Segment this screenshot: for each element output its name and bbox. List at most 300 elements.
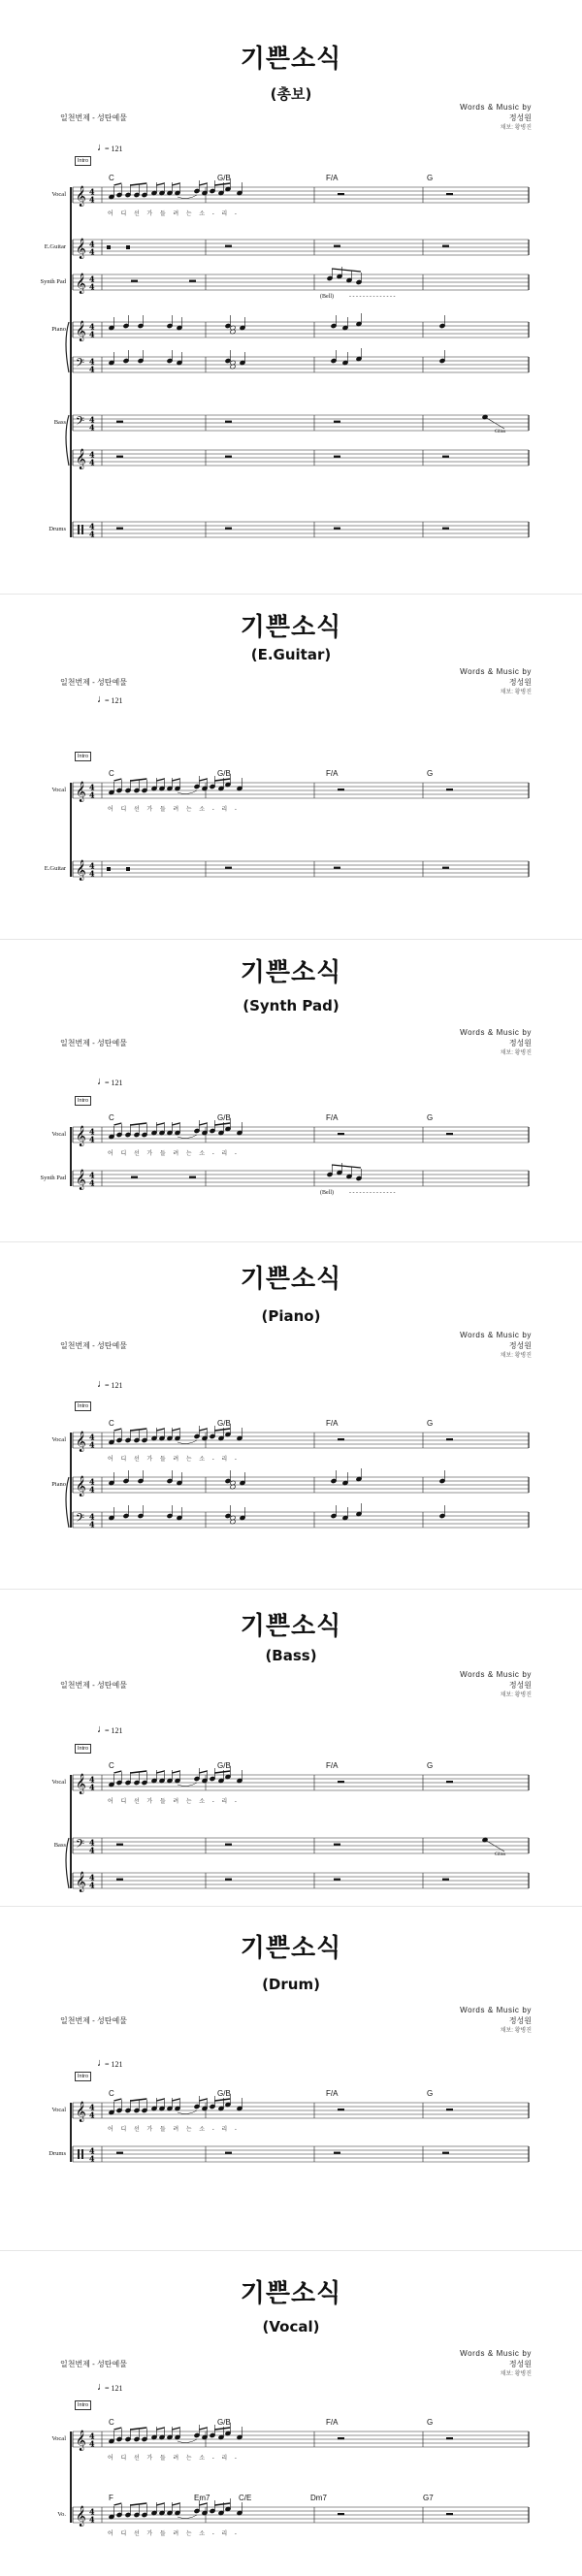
- tempo-note-icon: ♩: [97, 693, 108, 705]
- instrument-label: Piano: [51, 1481, 66, 1488]
- time-signature: 4: [89, 2438, 95, 2449]
- chord-symbol: F/A: [326, 1761, 339, 1770]
- whole-rest: [442, 2152, 449, 2154]
- chord-symbol: G/B: [217, 174, 231, 182]
- tempo-marking: = 121: [105, 1381, 123, 1390]
- composer-credit: 정성원: [508, 2016, 532, 2025]
- album-info: 일천번제 - 성탄예물: [60, 1039, 127, 1047]
- time-signature: 4: [89, 321, 95, 332]
- whole-rest: [334, 1844, 340, 1846]
- chord-symbol: F/A: [326, 1113, 339, 1122]
- note-beam: [332, 1165, 361, 1168]
- staff-drum: [0, 502, 582, 561]
- note-beam: [214, 779, 230, 781]
- note-beam: [113, 779, 121, 781]
- whole-rest: [338, 2437, 344, 2439]
- treble-clef-icon: 𝄞: [76, 782, 86, 802]
- whole-rest: [442, 245, 449, 247]
- whole-rest: [442, 867, 449, 869]
- whole-rest: [334, 421, 340, 423]
- time-signature: 4: [89, 457, 95, 467]
- bass-clef-icon: 𝄢: [76, 415, 85, 431]
- part-subtitle: (Drum): [262, 1976, 320, 1993]
- treble-clef-icon: 𝄞: [76, 1170, 86, 1190]
- time-signature: 4: [89, 246, 95, 257]
- tie: [178, 2515, 197, 2519]
- treble-clef-icon: 𝄞: [76, 186, 86, 207]
- instrument-label: Vocal: [51, 787, 66, 793]
- chord-symbol: Em7: [194, 2494, 210, 2502]
- whole-rest: [225, 1844, 232, 1846]
- whole-rest: [334, 245, 340, 247]
- bass-clef-icon: 𝄢: [76, 357, 85, 372]
- percussion-clef-icon: [81, 2149, 83, 2159]
- arranger-credit: 채보: 황병진: [500, 2371, 532, 2377]
- page-separator: [0, 2250, 582, 2251]
- tempo-note-icon: ♩: [97, 1723, 108, 1735]
- intro-rehearsal-mark: Intro: [75, 2072, 91, 2081]
- whole-rest: [116, 456, 123, 458]
- whole-rest: [334, 2152, 340, 2154]
- page-separator: [0, 594, 582, 595]
- bell-dashes: - - - - - - - - - - - - - -: [349, 294, 396, 300]
- note-beam: [156, 183, 164, 185]
- tie: [178, 790, 197, 794]
- intro-rehearsal-mark: Intro: [75, 2400, 91, 2410]
- instrument-label: E.Guitar: [44, 865, 66, 872]
- time-signature: 4: [89, 2514, 95, 2525]
- tempo-note-icon: ♩: [97, 1378, 108, 1390]
- time-signature: 4: [89, 2109, 95, 2120]
- page-separator: [0, 1241, 582, 1242]
- tempo-marking: = 121: [105, 696, 123, 705]
- intro-rehearsal-mark: Intro: [75, 156, 91, 166]
- whole-rest: [225, 456, 232, 458]
- treble-clef-icon: 𝄞: [76, 239, 86, 259]
- treble-clef-icon: 𝄞: [76, 1432, 86, 1452]
- note-beam: [156, 2503, 164, 2505]
- whole-rest: [334, 1879, 340, 1881]
- part-subtitle: (Vocal): [262, 2318, 320, 2335]
- time-signature: 4: [89, 1177, 95, 1188]
- note-beam: [156, 2099, 164, 2101]
- instrument-label: Vocal: [51, 1779, 66, 1786]
- chord-symbol: C: [109, 2418, 114, 2427]
- note-beam: [130, 1123, 146, 1125]
- album-info: 일천번제 - 성탄예물: [60, 1341, 127, 1350]
- chord-symbol: G7: [423, 2494, 434, 2502]
- time-signature: 4: [89, 1782, 95, 1792]
- lyric-line: 어 디 선 가 들 려 는 소 - 리 -: [108, 807, 240, 813]
- tempo-note-icon: ♩: [97, 1076, 108, 1087]
- arranger-credit: 채보: 황병진: [500, 2028, 532, 2034]
- lyric-line: 어 디 선 가 들 려 는 소 - 리 -: [108, 1799, 240, 1805]
- time-signature: 4: [89, 1519, 95, 1530]
- song-title: 기쁜소식: [240, 613, 342, 642]
- chord-symbol: G: [427, 769, 434, 778]
- time-signature: 4: [89, 329, 95, 339]
- slash-note: [107, 867, 111, 871]
- tie: [178, 2110, 197, 2114]
- tie: [178, 2439, 197, 2443]
- whole-rest: [338, 2109, 344, 2110]
- instrument-label: Bass: [53, 419, 66, 426]
- time-signature: 4: [89, 1439, 95, 1450]
- intro-rehearsal-mark: Intro: [75, 1744, 91, 1754]
- time-signature: 4: [89, 1837, 95, 1848]
- staff-pad: [0, 1151, 582, 1209]
- time-signature: 4: [89, 1170, 95, 1180]
- song-title: 기쁜소식: [240, 2279, 342, 2308]
- composer-credit: 정성원: [508, 113, 532, 122]
- note-beam: [172, 2428, 179, 2430]
- tie: [178, 1135, 197, 1139]
- gliss-marking: Gliss: [495, 429, 506, 435]
- whole-rest: [446, 2437, 453, 2439]
- album-info: 일천번제 - 성탄예물: [60, 2360, 127, 2368]
- time-signature: 4: [89, 529, 95, 539]
- song-title: 기쁜소식: [240, 958, 342, 987]
- chord-symbol: F/A: [326, 174, 339, 182]
- note-beam: [113, 1123, 121, 1125]
- chord-symbol: C: [109, 174, 114, 182]
- time-signature: 4: [89, 422, 95, 433]
- staff-bass-lower: [0, 1853, 582, 1912]
- note-beam: [156, 779, 164, 781]
- instrument-label: Bass: [53, 1842, 66, 1849]
- arranger-credit: 채보: 황병진: [500, 125, 532, 131]
- staff-piano-lower: [0, 1493, 582, 1551]
- whole-rest: [189, 280, 196, 282]
- time-signature: 4: [89, 2102, 95, 2112]
- whole-rest: [225, 245, 232, 247]
- treble-clef-icon: 𝄞: [76, 2506, 86, 2527]
- staff-vocal2: [0, 2488, 582, 2546]
- instrument-label: Drums: [48, 526, 66, 532]
- note-beam: [172, 2099, 179, 2101]
- lyric-line: 어 디 선 가 들 려 는 소 - 리 -: [108, 2127, 240, 2133]
- instrument-label: Vocal: [51, 2107, 66, 2113]
- chord-symbol: G: [427, 1419, 434, 1428]
- lyric-line: 어 디 선 가 들 려 는 소 - 리 -: [108, 211, 240, 217]
- chord-symbol: C: [109, 2089, 114, 2098]
- lyric-line: 어 디 선 가 들 려 는 소 - 리 -: [108, 2456, 240, 2462]
- slash-note: [126, 245, 130, 249]
- note-beam: [199, 1771, 207, 1773]
- note-beam: [172, 2503, 179, 2505]
- whole-rest: [446, 1781, 453, 1783]
- tempo-note-icon: ♩: [97, 2381, 108, 2393]
- bell-dashes: - - - - - - - - - - - - - -: [349, 1190, 396, 1196]
- time-signature: 4: [89, 1484, 95, 1495]
- song-title: 기쁜소식: [240, 1612, 342, 1641]
- note-beam: [199, 2503, 207, 2505]
- tempo-marking: = 121: [105, 2384, 123, 2393]
- note-beam: [332, 269, 361, 272]
- instrument-label: Drums: [48, 2150, 66, 2157]
- whole-rest: [225, 1879, 232, 1881]
- note-beam: [113, 183, 121, 185]
- note-beam: [130, 2099, 146, 2101]
- arranger-credit: 채보: 황병진: [500, 1050, 532, 1056]
- time-signature: 4: [89, 789, 95, 800]
- time-signature: 4: [89, 274, 95, 284]
- words-music-credit: Words & Music by: [460, 1331, 532, 1339]
- intro-rehearsal-mark: Intro: [75, 752, 91, 761]
- time-signature: 4: [89, 1845, 95, 1855]
- treble-clef-icon: 𝄞: [76, 321, 86, 341]
- intro-rehearsal-mark: Intro: [75, 1096, 91, 1106]
- time-signature: 4: [89, 2153, 95, 2164]
- lyric-line: 어 디 선 가 들 려 는 소 - 리 -: [108, 1151, 240, 1157]
- time-signature: 4: [89, 186, 95, 197]
- note-beam: [130, 1429, 146, 1431]
- whole-rest: [116, 528, 123, 530]
- note-beam: [199, 2428, 207, 2430]
- percussion-clef-icon: [78, 525, 80, 534]
- album-info: 일천번제 - 성탄예물: [60, 2016, 127, 2025]
- time-signature: 4: [89, 239, 95, 249]
- note-beam: [130, 779, 146, 781]
- note-beam: [130, 183, 146, 185]
- arranger-credit: 채보: 황병진: [500, 1692, 532, 1698]
- staff-guitar: [0, 842, 582, 900]
- percussion-clef-icon: [81, 525, 83, 534]
- treble-clef-icon: 𝄞: [76, 449, 86, 469]
- note-beam: [156, 2428, 164, 2430]
- instrument-label: Vocal: [51, 1436, 66, 1443]
- whole-rest: [338, 2513, 344, 2515]
- time-signature: 4: [89, 2145, 95, 2156]
- whole-rest: [442, 528, 449, 530]
- time-signature: 4: [89, 281, 95, 292]
- whole-rest: [225, 867, 232, 869]
- note-beam: [156, 1771, 164, 1773]
- chord-symbol: G/B: [217, 1419, 231, 1428]
- whole-rest: [131, 280, 138, 282]
- time-signature: 4: [89, 1872, 95, 1883]
- time-signature: 4: [89, 194, 95, 205]
- note-beam: [214, 1771, 230, 1773]
- song-title: 기쁜소식: [240, 1934, 342, 1963]
- page-separator: [0, 1906, 582, 1907]
- whole-rest: [446, 789, 453, 790]
- instrument-label: Vocal: [51, 191, 66, 198]
- whole-rest: [116, 1879, 123, 1881]
- instrument-label: Synth Pad: [40, 1175, 66, 1181]
- time-signature: 4: [89, 1880, 95, 1890]
- note-beam: [156, 1429, 164, 1431]
- staff-piano-lower: [0, 338, 582, 396]
- whole-rest: [334, 456, 340, 458]
- staff-vocal: [0, 1755, 582, 1814]
- part-subtitle: (Bass): [265, 1647, 317, 1664]
- treble-clef-icon: 𝄞: [76, 1126, 86, 1146]
- album-info: 일천번제 - 성탄예물: [60, 678, 127, 687]
- time-signature: 4: [89, 1511, 95, 1522]
- time-signature: 4: [89, 1432, 95, 1442]
- note-beam: [172, 183, 179, 185]
- staff-bass-lower: [0, 431, 582, 489]
- tempo-marking: = 121: [105, 1079, 123, 1087]
- instrument-label: Vocal: [51, 2435, 66, 2442]
- tempo-marking: = 121: [105, 145, 123, 153]
- chord-symbol: C: [109, 1419, 114, 1428]
- page-separator: [0, 1589, 582, 1590]
- words-music-credit: Words & Music by: [460, 1670, 532, 1679]
- intro-rehearsal-mark: Intro: [75, 1401, 91, 1411]
- whole-rest: [131, 1176, 138, 1178]
- whole-rest: [334, 528, 340, 530]
- chord-symbol: G/B: [217, 1761, 231, 1770]
- treble-clef-icon: 𝄞: [76, 1872, 86, 1892]
- note-beam: [214, 1123, 230, 1125]
- tempo-note-icon: ♩: [97, 2057, 108, 2069]
- chord-symbol: F/A: [326, 1419, 339, 1428]
- bell-marking: (Bell): [320, 1190, 334, 1196]
- note-beam: [130, 2503, 146, 2505]
- note-beam: [199, 183, 207, 185]
- note-beam: [156, 1123, 164, 1125]
- composer-credit: 정성원: [508, 1039, 532, 1047]
- whole-rest: [338, 1438, 344, 1440]
- time-signature: 4: [89, 364, 95, 374]
- note-beam: [113, 1771, 121, 1773]
- whole-rest: [446, 1133, 453, 1135]
- tempo-marking: = 121: [105, 1726, 123, 1735]
- chord-symbol: F/A: [326, 769, 339, 778]
- note-beam: [172, 1771, 179, 1773]
- composer-credit: 정성원: [508, 1341, 532, 1350]
- time-signature: 4: [89, 1774, 95, 1785]
- whole-rest: [446, 1438, 453, 1440]
- note-beam: [199, 779, 207, 781]
- whole-rest: [189, 1176, 196, 1178]
- bass-clef-icon: 𝄢: [76, 1838, 85, 1853]
- time-signature: 4: [89, 1134, 95, 1144]
- chord-symbol: G: [427, 1761, 434, 1770]
- note-beam: [172, 1123, 179, 1125]
- note-beam: [214, 1429, 230, 1431]
- chord-symbol: G/B: [217, 769, 231, 778]
- treble-clef-icon: 𝄞: [76, 2431, 86, 2451]
- chord-symbol: G: [427, 1113, 434, 1122]
- arranger-credit: 채보: 황병진: [500, 1353, 532, 1359]
- note-beam: [113, 2428, 121, 2430]
- note-beam: [172, 1429, 179, 1431]
- composer-credit: 정성원: [508, 2360, 532, 2368]
- time-signature: 4: [89, 868, 95, 879]
- chord-symbol: G/B: [217, 2418, 231, 2427]
- whole-rest: [225, 528, 232, 530]
- instrument-label: Piano: [51, 326, 66, 333]
- staff-vocal: [0, 168, 582, 226]
- tie: [178, 1783, 197, 1787]
- words-music-credit: Words & Music by: [460, 2006, 532, 2014]
- time-signature: 4: [89, 1476, 95, 1487]
- whole-rest: [446, 193, 453, 195]
- chord-symbol: F: [109, 2494, 113, 2502]
- chord-symbol: G: [427, 2089, 434, 2098]
- whole-rest: [225, 2152, 232, 2154]
- time-signature: 4: [89, 449, 95, 460]
- chord-symbol: Dm7: [310, 2494, 327, 2502]
- album-info: 일천번제 - 성탄예물: [60, 1681, 127, 1690]
- instrument-label: Synth Pad: [40, 278, 66, 285]
- page-separator: [0, 939, 582, 940]
- tempo-marking: = 121: [105, 2060, 123, 2069]
- words-music-credit: Words & Music by: [460, 2349, 532, 2358]
- note-beam: [214, 2428, 230, 2430]
- gliss-marking: Gliss: [495, 1852, 506, 1857]
- staff-drum: [0, 2127, 582, 2185]
- note-beam: [199, 2099, 207, 2101]
- whole-rest: [338, 1133, 344, 1135]
- chord-symbol: C: [109, 769, 114, 778]
- note-beam: [113, 1429, 121, 1431]
- song-title: 기쁜소식: [240, 45, 342, 74]
- part-subtitle: (총보): [270, 85, 312, 103]
- part-subtitle: (Synth Pad): [242, 997, 340, 1014]
- whole-rest: [442, 1879, 449, 1881]
- chord-symbol: G: [427, 2418, 434, 2427]
- slash-note: [107, 245, 111, 249]
- slash-note: [126, 867, 130, 871]
- note-beam: [214, 183, 230, 185]
- words-music-credit: Words & Music by: [460, 667, 532, 676]
- whole-rest: [116, 2152, 123, 2154]
- lyric-line: 어 디 선 가 들 려 는 소 - 리 -: [108, 1457, 240, 1463]
- whole-rest: [442, 456, 449, 458]
- instrument-label: Vocal: [51, 1131, 66, 1138]
- bell-marking: (Bell): [320, 294, 334, 300]
- song-title: 기쁜소식: [240, 1265, 342, 1294]
- treble-clef-icon: 𝄞: [76, 2102, 86, 2122]
- chord-symbol: C: [109, 1761, 114, 1770]
- chord-symbol: C: [109, 1113, 114, 1122]
- tempo-note-icon: ♩: [97, 142, 108, 153]
- treble-clef-icon: 𝄞: [76, 1476, 86, 1497]
- part-subtitle: (E.Guitar): [250, 646, 332, 663]
- note-beam: [172, 779, 179, 781]
- whole-rest: [116, 421, 123, 423]
- percussion-clef-icon: [78, 2149, 80, 2159]
- instrument-label: E.Guitar: [44, 243, 66, 250]
- album-info: 일천번제 - 성탄예물: [60, 113, 127, 122]
- time-signature: 4: [89, 860, 95, 871]
- whole-rest: [446, 2109, 453, 2110]
- whole-rest: [338, 193, 344, 195]
- time-signature: 4: [89, 521, 95, 531]
- time-signature: 4: [89, 2506, 95, 2517]
- whole-rest: [334, 867, 340, 869]
- whole-rest: [446, 2513, 453, 2515]
- note-beam: [113, 2099, 121, 2101]
- arranger-credit: 채보: 황병진: [500, 690, 532, 695]
- chord-symbol: F/A: [326, 2418, 339, 2427]
- whole-rest: [338, 789, 344, 790]
- time-signature: 4: [89, 414, 95, 425]
- treble-clef-icon: 𝄞: [76, 860, 86, 881]
- instrument-label: Vo.: [57, 2511, 66, 2518]
- part-subtitle: (Piano): [261, 1307, 321, 1325]
- treble-clef-icon: 𝄞: [76, 1774, 86, 1794]
- words-music-credit: Words & Music by: [460, 1028, 532, 1037]
- composer-credit: 정성원: [508, 1681, 532, 1690]
- bass-clef-icon: 𝄢: [76, 1512, 85, 1528]
- note-beam: [113, 2503, 121, 2505]
- lyric-line: 어 디 선 가 들 려 는 소 - 리 -: [108, 2531, 240, 2537]
